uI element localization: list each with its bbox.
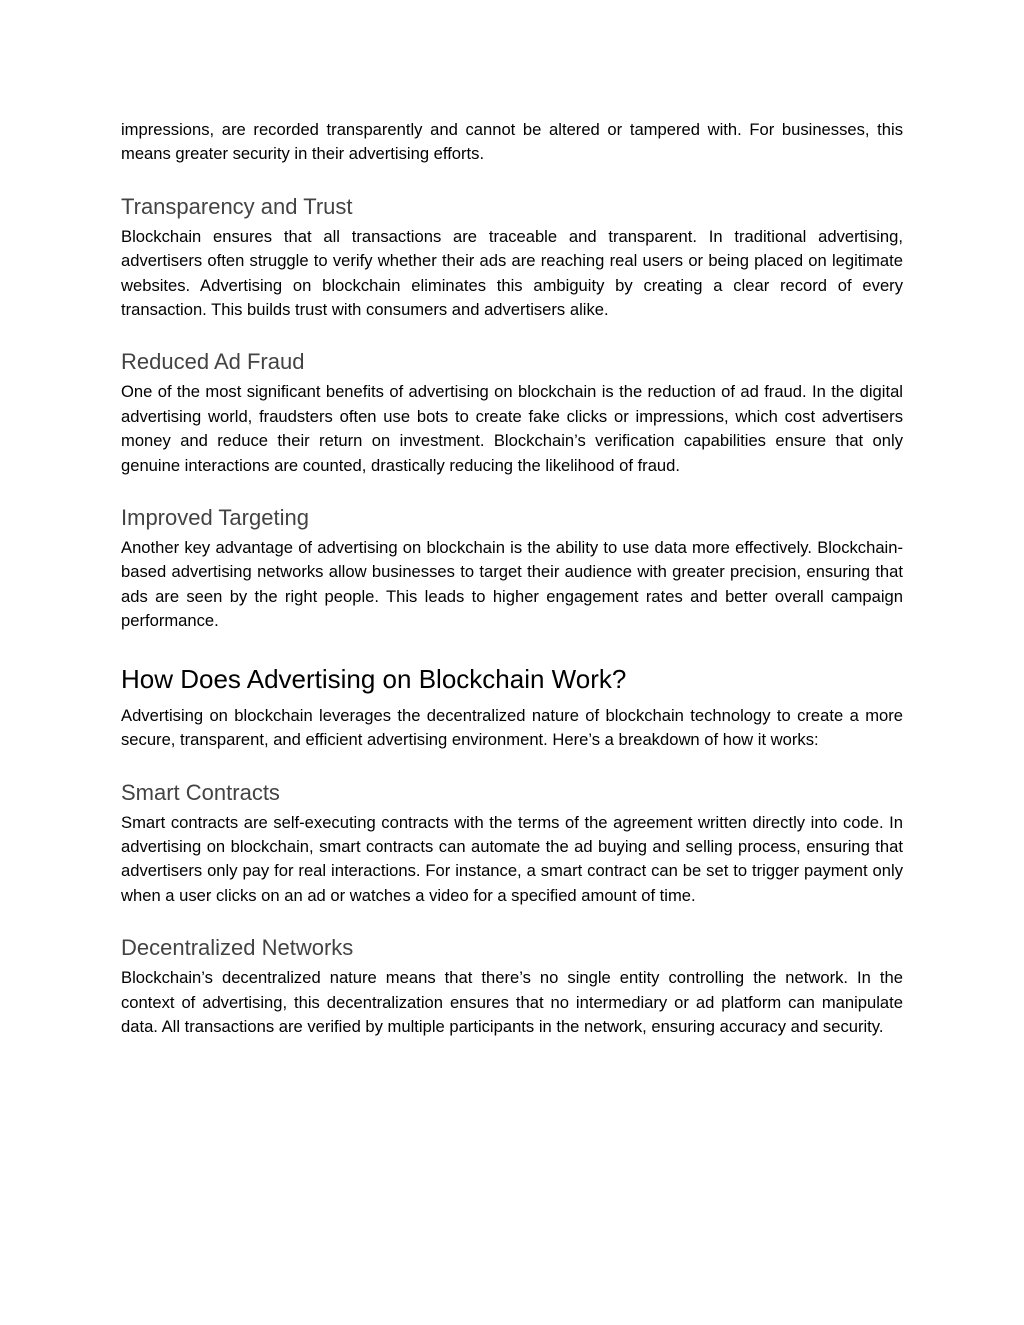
- section-heading-targeting: Improved Targeting: [121, 505, 309, 531]
- section-heading-ad-fraud: Reduced Ad Fraud: [121, 349, 305, 375]
- subsection-body-decentralized-networks: Blockchain’s decentralized nature means that there’s no single entity controlling the network. In the context of advertising, this decentralization ensures that no intermediary or ad platform can manipulate data. All transactions are verified by multiple participants in the network, ensuring accuracy and security.: [121, 968, 903, 1036]
- main-heading: How Does Advertising on Blockchain Work?: [121, 663, 627, 694]
- subsection-heading-decentralized-networks: Decentralized Networks: [121, 935, 354, 961]
- section-body-transparency: Blockchain ensures that all transactions are traceable and transparent. In traditional advertising, advertisers often struggle to verify whether their ads are reaching real users or being placed on legitimate websites. Advertising on blockchain eliminates this ambiguity by creating a clear record of every transaction. This builds trust with consumers and advertisers alike.: [121, 226, 903, 320]
- subsection-body-smart-contracts: Smart contracts are self-executing contracts with the terms of the agreement written directly into code. In advertising on blockchain, smart contracts can automate the ad buying and selling process, ensuring that advertisers only pay for real interactions. For instance, a smart contract can be set to trigger payment only when a user clicks on an ad or watches a video for a specified amount of time.: [121, 812, 903, 905]
- document-body: [121, 118, 903, 1039]
- section-body-targeting: Another key advantage of advertising on blockchain is the ability to use data more effectively. Blockchain-based advertising networks allow businesses to target their audience with greater precision, ensuring that ads are seen by the right people. This leads to higher engagement rates and better overall campaign performance.: [121, 538, 903, 631]
- subsection-heading-smart-contracts: Smart Contracts: [121, 779, 280, 805]
- main-paragraph: Advertising on blockchain leverages the decentralized nature of blockchain technology to create a more secure, transparent, and efficient advertising environment. Here’s a breakdown of how it works:: [121, 705, 903, 750]
- section-heading-transparency: Transparency and Trust: [121, 193, 353, 219]
- section-body-ad-fraud: One of the most significant benefits of advertising on blockchain is the reduction of ad fraud. In the digital advertising world, fraudsters often use bots to create fake clicks or impressions, which cost advertisers money and reduce their return on investment. Blockchain’s verification capabilities ensure that only genuine interactions are counted, drastically reducing the likelihood of fraud.: [121, 382, 903, 475]
- intro-paragraph: impressions, are recorded transparently and cannot be altered or tampered with. For businesses, this means greater security in their advertising efforts.: [121, 120, 903, 164]
